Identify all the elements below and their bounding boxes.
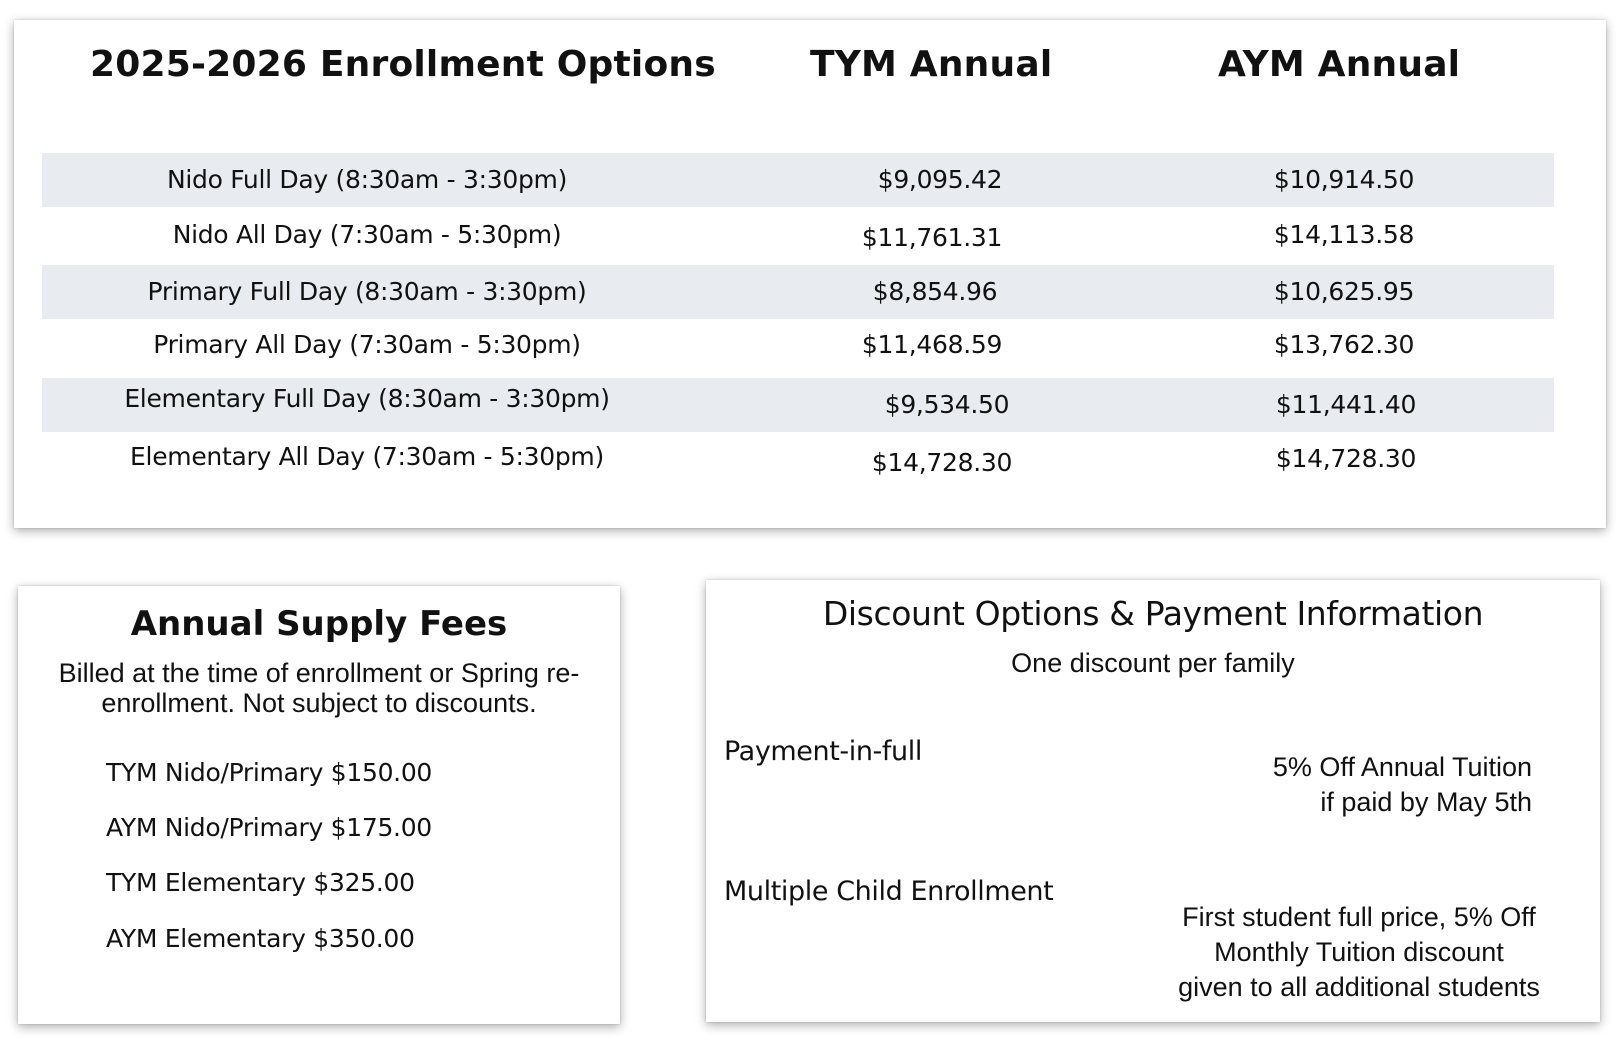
aym-price: $13,762.30	[1273, 330, 1415, 359]
table-row	[42, 318, 1554, 372]
supply-fee-item: TYM Elementary $325.00	[106, 868, 415, 897]
discount-description: First student full price, 5% Off Monthly Tuition discount given to all additional students	[1178, 902, 1540, 1002]
discount-title: Discount Options & Payment Information	[822, 594, 1484, 633]
table-row	[42, 430, 1554, 484]
table-row	[42, 153, 1554, 207]
aym-price: $11,441.40	[1275, 390, 1417, 419]
tym-price: $11,468.59	[861, 330, 1003, 359]
discount-options-card	[706, 580, 1600, 1022]
supply-fees-subtitle: Billed at the time of enrollment or Spring re-enrollment. Not subject to discounts.	[58, 658, 580, 718]
program-name: Nido Full Day (8:30am - 3:30pm)	[166, 165, 568, 194]
tym-price: $9,095.42	[877, 165, 1003, 194]
supply-fees-title: Annual Supply Fees	[130, 604, 508, 644]
supply-fee-item: AYM Elementary $350.00	[106, 924, 415, 953]
aym-price: $10,914.50	[1273, 165, 1415, 194]
tym-price: $9,534.50	[884, 390, 1010, 419]
aym-price: $10,625.95	[1273, 277, 1415, 306]
tym-price: $14,728.30	[871, 448, 1013, 477]
supply-fee-item: TYM Nido/Primary $150.00	[106, 758, 433, 787]
table-row	[42, 208, 1554, 262]
aym-price: $14,728.30	[1275, 444, 1417, 473]
tym-price: $11,761.31	[861, 223, 1003, 252]
discount-subtitle: One discount per family	[1011, 648, 1295, 678]
table-row	[42, 378, 1554, 432]
table-row	[42, 265, 1554, 319]
program-name: Nido All Day (7:30am - 5:30pm)	[172, 220, 562, 249]
discount-name: Multiple Child Enrollment	[724, 876, 1054, 907]
discount-description: 5% Off Annual Tuition if paid by May 5th	[1272, 752, 1532, 817]
supply-fee-item: AYM Nido/Primary $175.00	[106, 813, 432, 842]
discount-name: Payment-in-full	[724, 736, 922, 767]
program-name: Primary Full Day (8:30am - 3:30pm)	[147, 277, 587, 306]
tuition-title: 2025-2026 Enrollment Options	[90, 44, 716, 85]
tym-annual-column-header: TYM Annual	[810, 44, 1053, 85]
tym-price: $8,854.96	[872, 277, 998, 306]
supply-fees-card	[18, 586, 620, 1024]
program-name: Elementary All Day (7:30am - 5:30pm)	[130, 442, 604, 471]
aym-annual-column-header: AYM Annual	[1218, 44, 1461, 85]
aym-price: $14,113.58	[1273, 220, 1415, 249]
program-name: Elementary Full Day (8:30am - 3:30pm)	[124, 384, 610, 413]
tuition-table-card	[14, 20, 1606, 528]
program-name: Primary All Day (7:30am - 5:30pm)	[153, 330, 581, 359]
